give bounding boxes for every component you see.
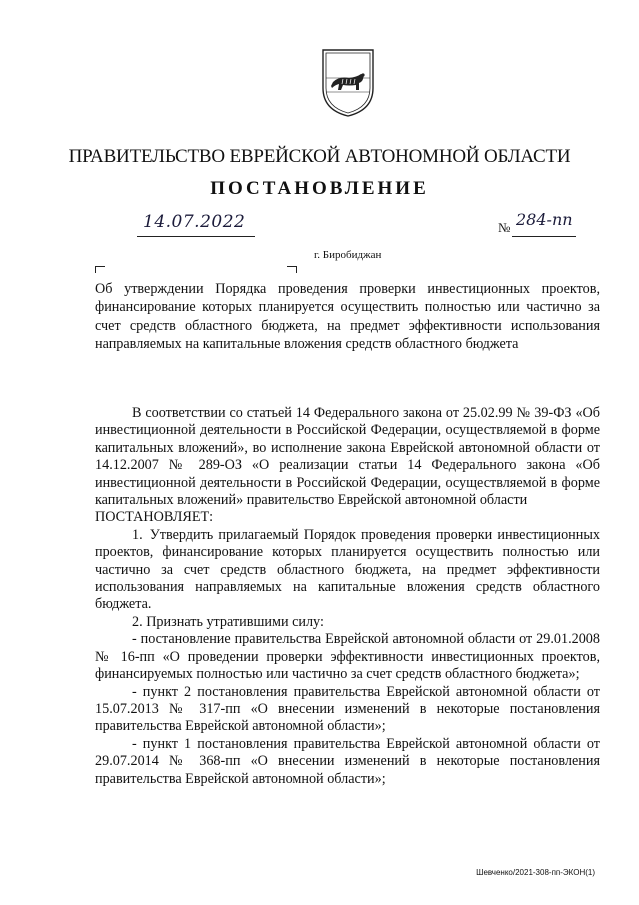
preamble-paragraph: В соответствии со статьей 14 Федерального закона от 25.02.99 № 39-ФЗ «Об инвестиционной деятельности в Российской Федерации, осуществляемой в форме капитальных вложений», во исполнение закона Еврейской автономной области от 14.12.2007 № 289-ОЗ «О реализации статьи 14 Федерального закона «Об инвестиционной деятельности в Российской Федерации, осуществляемой в форме капитальных вложений» правительство Еврейской автономной области: [95, 405, 600, 509]
document-subject: Об утверждении Порядка проведения проверки инвестиционных проектов, финансирование которых планируется осуществить полностью или частично за счет средств областного бюджета, на предмет эффективности использования направляемых на капитальные вложения средств областного бюджета: [95, 281, 600, 353]
item-2-paragraph: 2. Признать утратившими силу:: [132, 613, 324, 630]
city-name: г. Биробиджан: [314, 249, 382, 261]
item-1-number: 1.: [132, 526, 143, 543]
repealed-item-1: - постановление правительства Еврейской автономной области от 29.01.2008 № 16-пп «О проведении проверки эффективности инвестиционных проектов, финансируемых полностью или частично за счет средств областного бюджета»;: [95, 631, 600, 683]
number-label: №: [498, 220, 511, 235]
document-type: ПОСТАНОВЛЕНИЕ: [210, 178, 429, 199]
repealed-item-3: - пункт 1 постановления правительства Еврейской автономной области от 29.07.2014 № 368-пп «О внесении изменений в некоторые постановления правительства Еврейской автономной области»;: [95, 735, 600, 787]
document-body: [95, 405, 600, 788]
document-date: 14.07.2022: [143, 212, 246, 232]
item-1-paragraph: [95, 527, 600, 614]
resolves-heading: ПОСТАНОВЛЯЕТ:: [95, 509, 214, 526]
government-title: ПРАВИТЕЛЬСТВО ЕВРЕЙСКОЙ АВТОНОМНОЙ ОБЛАСТИ: [68, 146, 571, 167]
footer-code: Шевченко/2021-308-пп-ЭКОН(1): [476, 868, 595, 877]
document-number: 284-пп: [516, 210, 573, 229]
coat-of-arms-emblem: [321, 48, 375, 118]
item-1-text: Утвердить прилагаемый Порядок проведения проверки инвестиционных проектов, финансирование которых планируется осуществить полностью или частично за счет средств областного бюджета, на предмет эффективности использования направляемых на капитальные вложения средств областного бюджета.: [95, 526, 600, 613]
subject-corner-right: [287, 266, 297, 273]
repealed-item-2: - пункт 2 постановления правительства Еврейской автономной области от 15.07.2013 № 317-пп «О внесении изменений в некоторые постановления правительства Еврейской автономной области»;: [95, 683, 600, 735]
subject-corner-left: [95, 266, 105, 273]
